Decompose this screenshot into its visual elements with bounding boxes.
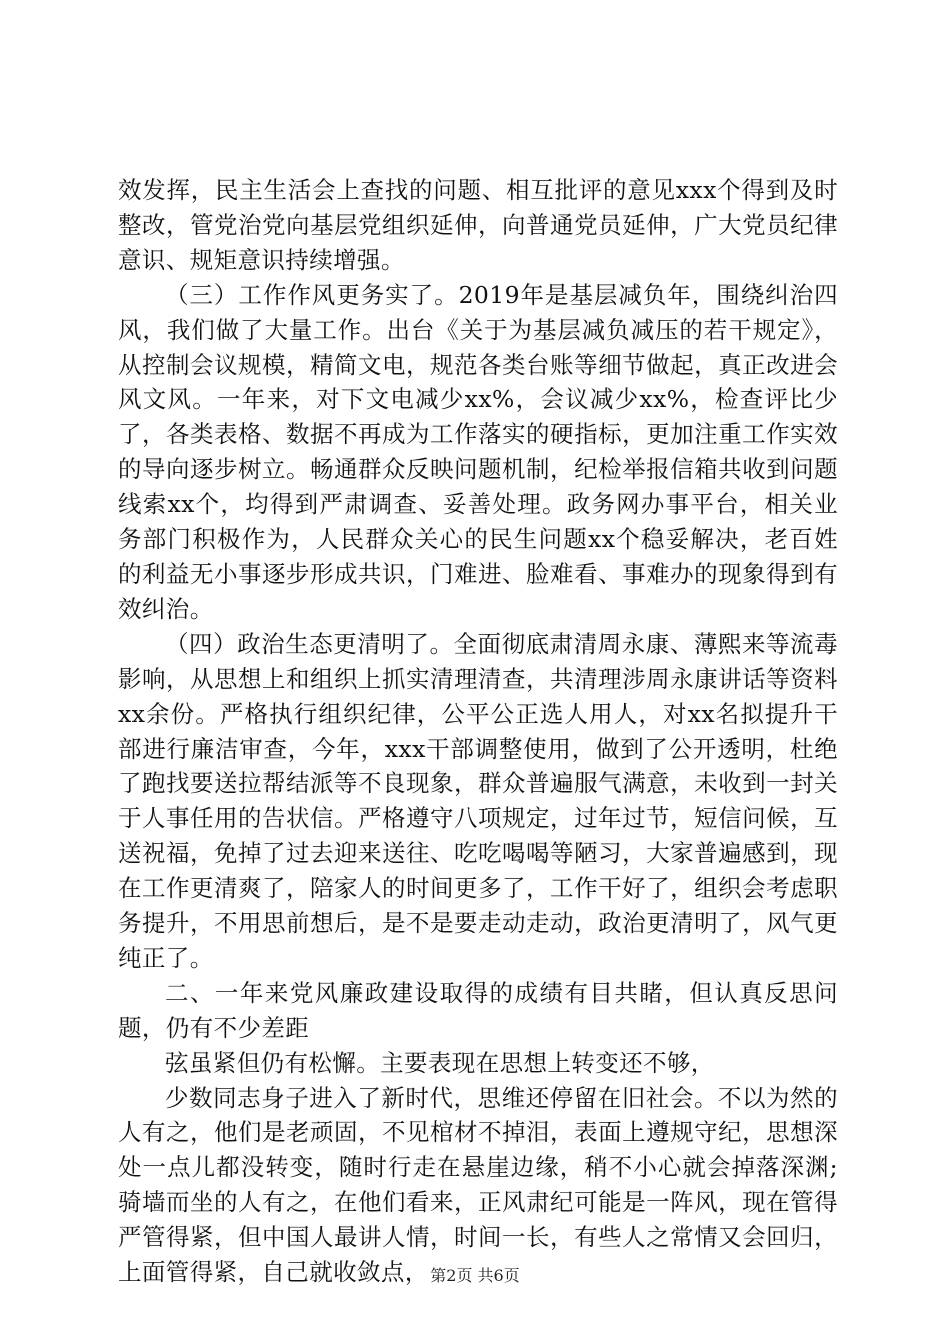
paragraph-mindset: 少数同志身子进入了新时代，思维还停留在旧社会。不以为然的人有之，他们是老顽固，不见棺材不掉泪，表面上遵规守纪，思想深处一点儿都没转变，随时行走在悬崖边缘，稍不小心就会掉落深渊;骑墙而坐的人有之，在他们看来，正风肃纪可能是一阵风，现在管得严管得紧，但中国人最讲人情，时间一长，有些人之常情又会回归，上面管得紧，自己就收敛点， [118,1083,838,1287]
paragraph-work-style: （三）工作作风更务实了。2019年是基层减负年，围绕纠治四风，我们做了大量工作。出台《关于为基层减负减压的若干规定》，从控制会议规模，精简文电，规范各类台账等细节做起，真正改进会风文风。一年来，对下文电减少xx%，会议减少xx%，检查评比少了，各类表格、数据不再成为工作落实的硬指标，更加注重工作实效的导向逐步树立。畅通群众反映问题机制，纪检举报信箱共收到问题线索xx个，均得到严肃调查、妥善处理。政务网办事平台，相关业务部门积极作为，人民群众关心的民生问题xx个稳妥解决，老百姓的利益无小事逐步形成共识，门难进、脸难看、事难办的现象得到有效纠治。 [118,280,838,623]
document-body [118,173,838,1290]
page-footer [0,1266,950,1286]
section-heading-problems: 二、一年来党风廉政建设取得的成绩有目共睹，但认真反思问题，仍有不少差距 [118,978,838,1042]
page-number-label: 第2页 共6页 [430,1266,520,1285]
paragraph-political-ecology: （四）政治生态更清明了。全面彻底肃清周永康、薄熙来等流毒影响，从思想上和组织上抓实清理清查，共清理涉周永康讲话等资料xx余份。严格执行组织纪律，公平公正选人用人，对xx名拟提升干部进行廉洁审查，今年，xxx干部调整使用，做到了公开透明，杜绝了跑找要送拉帮结派等不良现象，群众普遍服气满意，未收到一封关于人事任用的告状信。严格遵守八项规定，过年过节，短信问候，互送祝福，免掉了过去迎来送往、吃吃喝喝等陋习，大家普遍感到，现在工作更清爽了，陪家人的时间更多了，工作干好了，组织会考虑职务提升，不用思前想后，是不是要走动走动，政治更清明了，风气更纯正了。 [118,629,838,972]
paragraph-continuation: 效发挥，民主生活会上查找的问题、相互批评的意见xxx个得到及时整改，管党治党向基层党组织延伸，向普通党员延伸，广大党员纪律意识、规矩意识持续增强。 [118,176,838,274]
paragraph-slackness: 弦虽紧但仍有松懈。主要表现在思想上转变还不够， [165,1048,715,1077]
